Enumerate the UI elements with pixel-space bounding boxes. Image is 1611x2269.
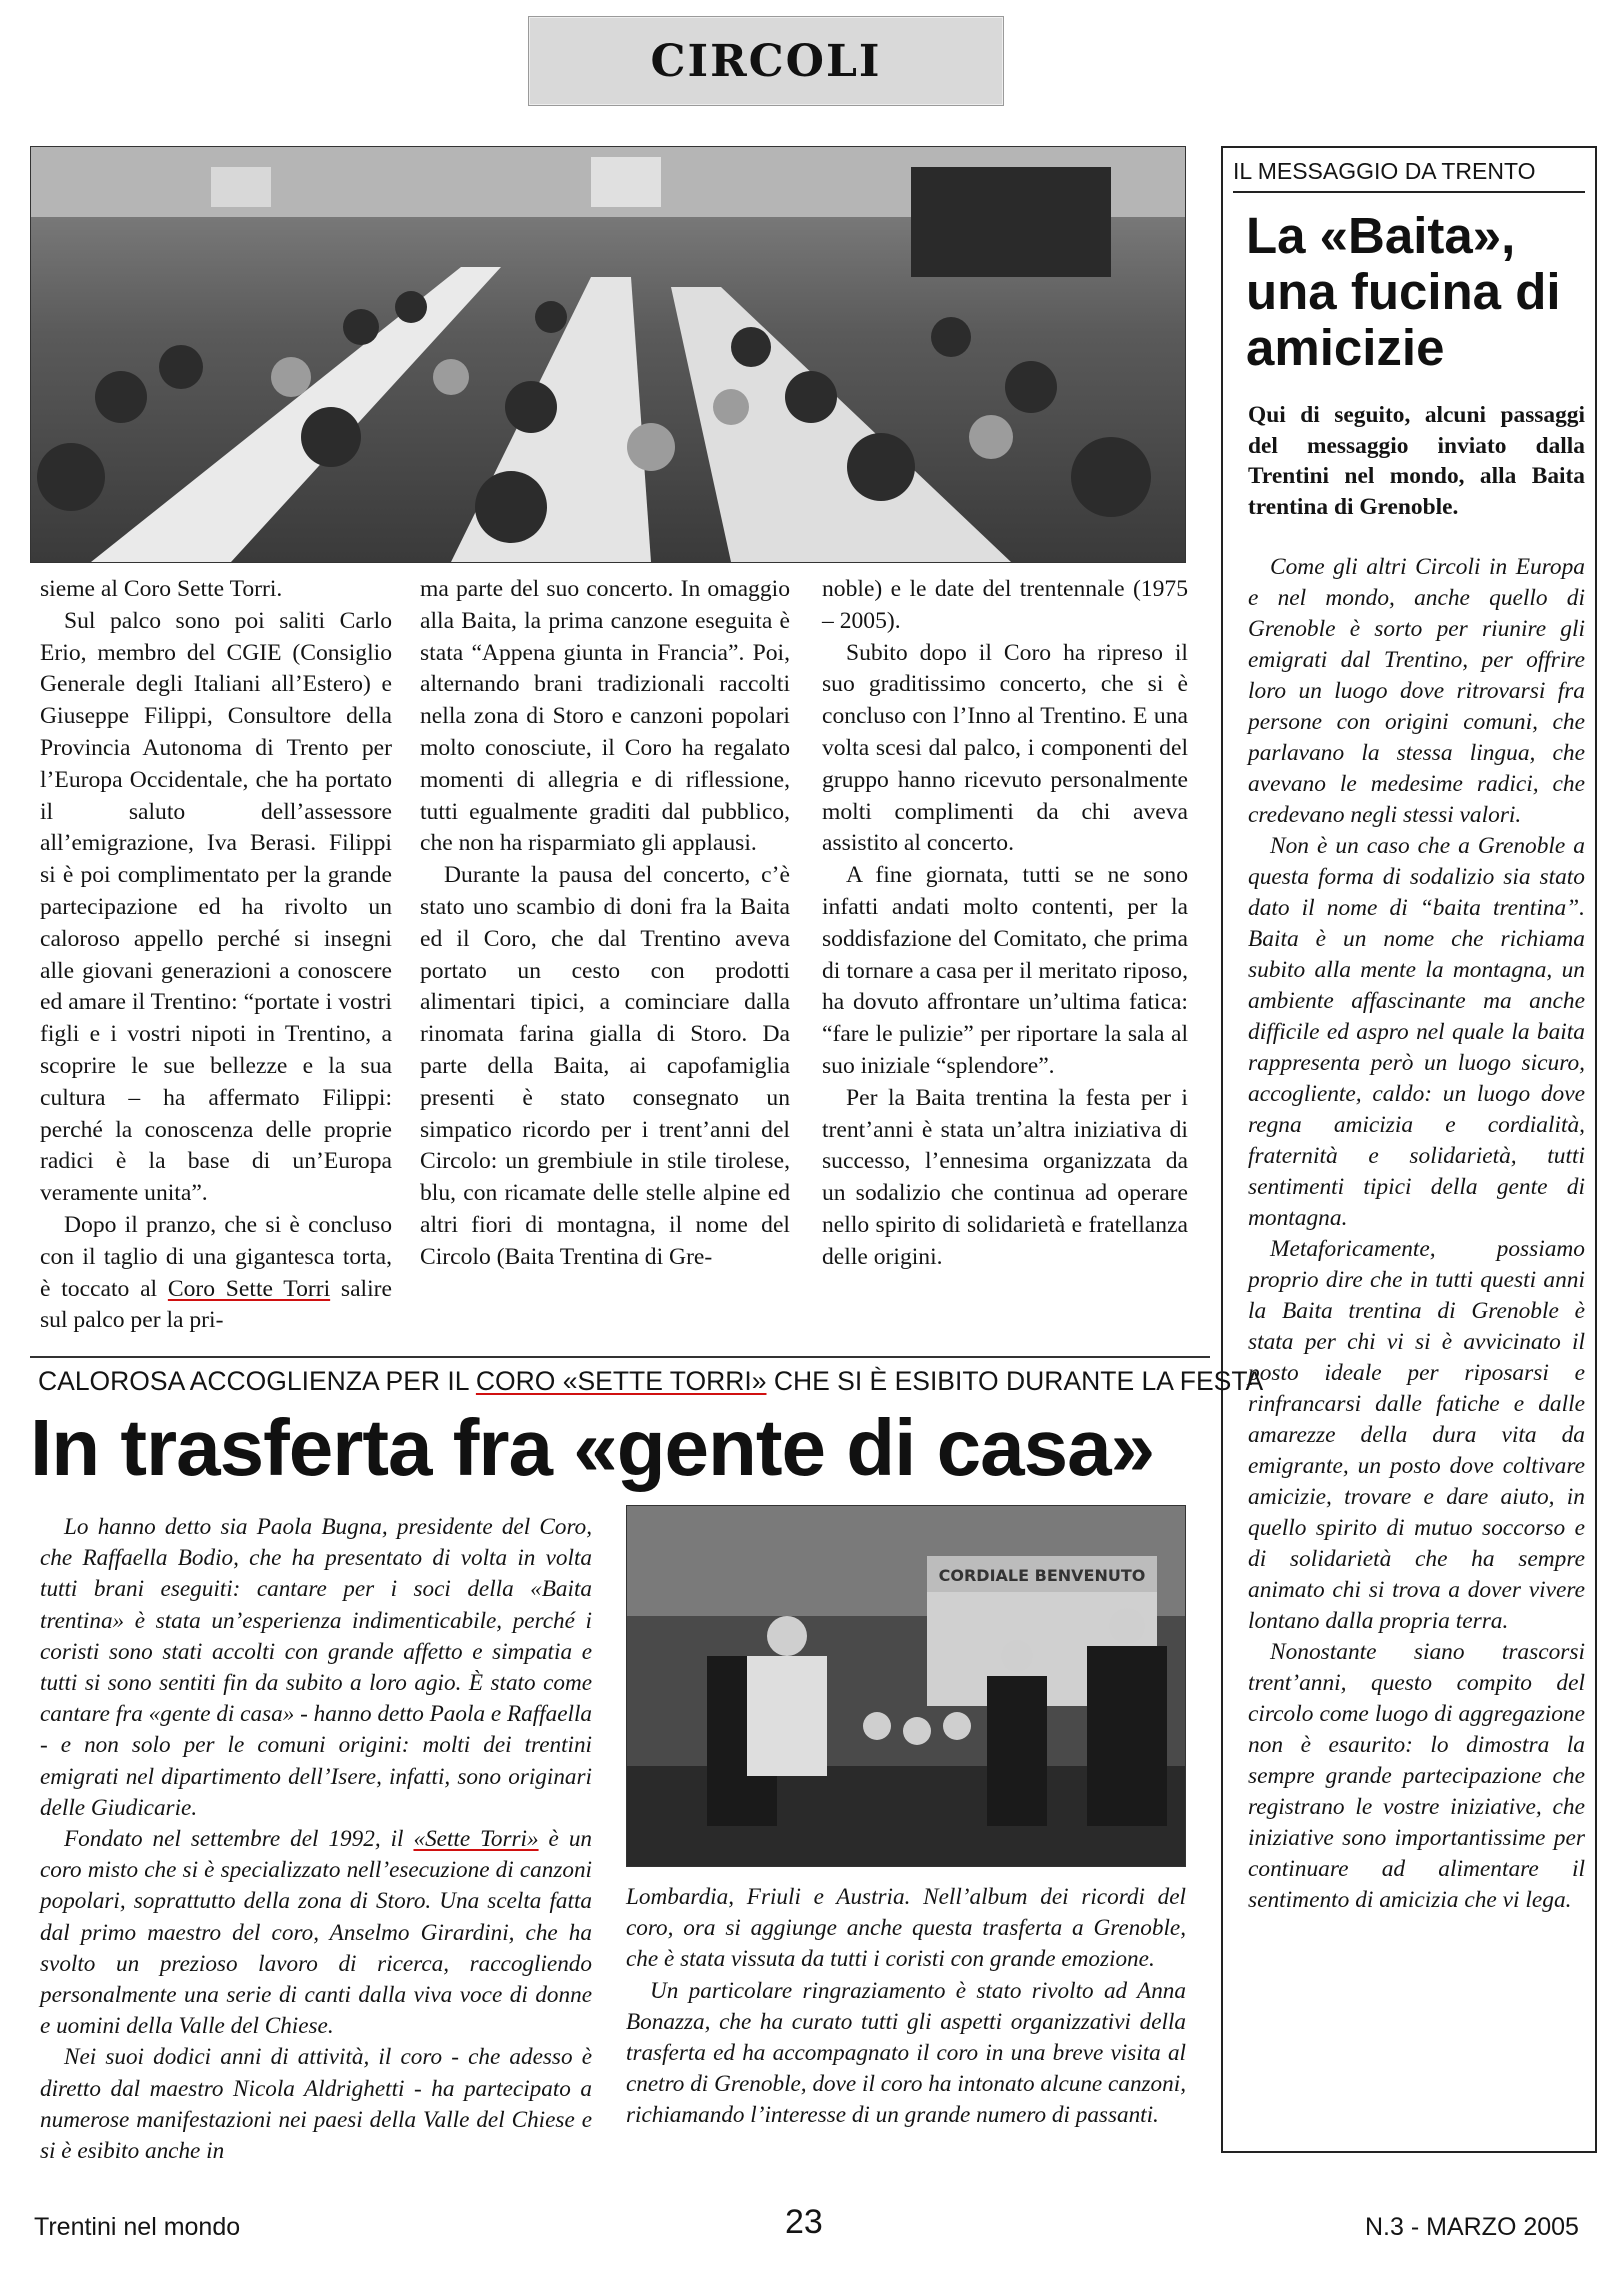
text-run: Fondato nel settembre del 1992, il (64, 1826, 414, 1853)
paragraph: Per la Baita trentina la festa per i trent’anni è stata un’altra iniziativa di successo, l’ennesima organizzata da un sodalizio che continua ad operare nello spirito di solidarietà e fratellanza delle origini. (822, 1084, 1188, 1270)
sidebar-paragraph: Non è un caso che a Grenoble a questa forma di sodalizio sia stato dato il nome di “baita trentina”. Baita è un nome che richiama subito alla mente la montagna, un ambiente affascinante ma anche difficile ed aspro nel quale la baita rappresenta però un luogo sicuro, accogliente, caldo: un luogo dove regna amicizia e cordialità, fraternità e solidarietà, tutti sentimenti tipici della gente di montagna. (1248, 833, 1585, 1231)
text-run: è un coro misto che si è specializzato nell’esecuzione di canzoni popolari, soprattutto della zona di Storo. Una scelta fatta dal primo maestro del coro, Anselmo Girardini, che ha svolto un prezioso lavoro di ricerca, raccogliendo personalmente una serie di canti dalla viva voce di donne e uomini della Valle del Chiese. (40, 1826, 593, 2040)
paragraph: sieme al Coro Sette Torri. (40, 576, 283, 602)
sidebar-paragraph: Metaforicamente, possiamo proprio dire che in tutti questi anni la Baita trentina di Grenoble è stata per chi vi si è avvicinato il posto ideale per riposarsi e rinfrancarsi dalle fatiche e dalle amarezze della dura vita da emigrante, un posto dove coltivare amicizie, trovare e dare aiuto, in quello spirito di mutuo soccorso e di solidarietà che ha sempre animato chi si trova a dover vivere lontano dalla propria terra. (1248, 1236, 1585, 1634)
section-divider (30, 1356, 1210, 1358)
second-article-right-column (626, 1882, 1186, 2132)
text-run: CALOROSA ACCOGLIENZA PER IL (38, 1366, 476, 1396)
footer-publication: Trentini nel mondo (34, 2213, 241, 2241)
coro-sette-torri-mention: Coro Sette Torri (167, 1275, 331, 1302)
photo-banner-text: CORDIALE BENVENUTO (938, 1566, 1146, 1585)
paragraph (40, 1824, 592, 2042)
choir-photo-image (627, 1506, 1185, 1866)
sidebar-kicker: IL MESSAGGIO DA TRENTO (1233, 158, 1585, 193)
paragraph: Lo hanno detto sia Paola Bugna, presidente del Coro, che Raffaella Bodio, che ha presentato di volta in volta tutti brani eseguiti: cantare per i soci della «Baita trentina» è stata un’esperienza indimenticabile, perché i coristi sono stati accolti con grande affetto e simpatia e tutti si sono sentiti fin da subito a loro agio. È stato come cantare fra «gente di casa» - hanno detto Paola e Raffaella - e non solo per le comuni origini: molti dei trentini emigrati nel dipartimento dell’Isere, infatti, sono originari delle Giudicarie. (40, 1514, 592, 1821)
paragraph: Un particolare ringraziamento è stato rivolto ad Anna Bonazza, che ha curato tutti gli aspetti organizzativi della trasferta ed ha accompagnato il coro in una breve visita al cnetro di Grenoble, dove il coro ha intonato alcune canzoni, richiamando l’interesse di un grande numero di passanti. (626, 1977, 1186, 2129)
text-run: Dopo il pranzo, che si è concluso con il taglio di una gigantesca torta, è toccato al (40, 1211, 392, 1302)
paragraph: Nei suoi dodici anni di attività, il coro - che adesso è diretto dal maestro Nicola Aldrighetti - ha partecipato a numerose manifestazioni nei paesi della Valle del Chiese e si è esibito anche in (40, 2044, 592, 2165)
paragraph: Lombardia, Friuli e Austria. Nell’album dei ricordi del coro, ora si aggiunge anche questa trasferta a Grenoble, che è stata vissuta da tutti i coristi con grande emozione. (626, 1884, 1186, 1973)
section-title: CIRCOLI (650, 35, 882, 87)
sidebar-paragraph: Come gli altri Circoli in Europa e nel mondo, anche quello di Grenoble è sorto per riunire gli emigrati dal Trentino, per offrire loro un luogo dove ritrovarsi fra persone con origini comuni, che parlavano la stessa lingua, che avevano le medesime radici, che credevano negli stessi valori. (1248, 554, 1585, 828)
paragraph (40, 1210, 392, 1337)
paragraph: A fine giornata, tutti se ne sono infatti andati molto contenti, per la soddisfazione del Comitato, che prima di tornare a casa per il meritato riposo, ha dovuto affrontare un’ultima fatica: “fare le pulizie” per riportare la sala al suo iniziale “splendore”. (822, 862, 1188, 1079)
banquet-photo (30, 146, 1186, 563)
sette-torri-mention: «Sette Torri» (413, 1826, 539, 1853)
section-banner (528, 16, 1004, 106)
banquet-photo-image (31, 147, 1185, 562)
footer-issue: N.3 - MARZO 2005 (1365, 2213, 1579, 2241)
footer-page-number: 23 (785, 2203, 823, 2241)
sidebar-lead: Qui di seguito, alcuni passaggi del messaggio inviato dalla Trentini nel mondo, alla Baita trentina di Grenoble. (1248, 402, 1585, 520)
top-article-column-2 (420, 574, 790, 1274)
coro-sette-torri-kicker-mention: CORO «SETTE TORRI» (475, 1366, 767, 1396)
paragraph: Subito dopo il Coro ha ripreso il suo graditissimo concerto, che si è concluso con l’Inno al Trentino. E una volta scesi dal palco, i componenti del gruppo hanno ricevuto personalmente molti complimenti da chi aveva assistito al concerto. (822, 639, 1188, 857)
choir-photo (626, 1505, 1186, 1867)
paragraph: noble) e le date del trentennale (1975 – 2005). (822, 576, 1188, 634)
second-article-headline: In trasferta fra «gente di casa» (30, 1403, 1155, 1492)
text-run: salire sul palco per la pri- (40, 1275, 392, 1334)
sidebar-body (1248, 552, 1585, 1916)
top-article-column-3 (822, 574, 1188, 1274)
sidebar-paragraph: Nonostante siano trascorsi trent’anni, questo compito del circolo come luogo di aggregazione non è esaurito: lo dimostra la sempre grande partecipazione che registrano le vostre iniziative, che iniziative sono importantissime per continuare ad alimentare il sentimento di amicizia che vi lega. (1248, 1639, 1585, 1913)
second-article-kicker (38, 1366, 1264, 1397)
second-article-left-column (40, 1512, 592, 2167)
paragraph: Durante la pausa del concerto, c’è stato uno scambio di doni fra la Baita ed il Coro, che dal Trentino aveva portato un cesto con prodotti alimentari tipici, a cominciare dalla rinomata farina gialla di Storo. Da parte della Baita, ai capofamiglia presenti è stato consegnato un simpatico ricordo per i trent’anni del Circolo: un grembiule in stile tirolese, blu, con ricamate delle stelle alpine ed altri fiori di montagna, il nome del Circolo (Baita Trentina di Gre- (420, 862, 790, 1270)
top-article-column-1 (40, 574, 392, 1337)
sidebar-title: La «Baita», una fucina di amicizie (1246, 207, 1561, 376)
paragraph: Sul palco sono poi saliti Carlo Erio, membro del CGIE (Consiglio Generale degli Italiani all’Estero) e Giuseppe Filippi, Consultore della Provincia Autonoma di Trento per l’Europa Occidentale, che ha portato il saluto dell’assessore all’emigrazione, Iva Berasi. Filippi si è poi complimentato per la grande partecipazione ed ha rivolto un caloroso appello perché si insegni alle giovani generazioni a conoscere ed amare il Trentino: “portate i vostri figli e i vostri nipoti in Trentino, a scoprire le sue bellezze e la sua cultura – ha affermato Filippi: perché la conoscenza delle proprie radici è la base di un’Europa veramente unita”. (40, 607, 392, 1207)
text-run: CHE SI È ESIBITO DURANTE LA FESTA (766, 1366, 1264, 1396)
paragraph: ma parte del suo concerto. In omaggio alla Baita, la prima canzone eseguita è stata “Appena giunta in Francia”. Poi, alternando brani tradizionali raccolti nella zona di Storo e canzoni popolari molto conosciute, il Coro ha regalato momenti di allegria e di riflessione, tutti egualmente graditi dal pubblico, che non ha risparmiato gli applausi. (420, 576, 790, 857)
